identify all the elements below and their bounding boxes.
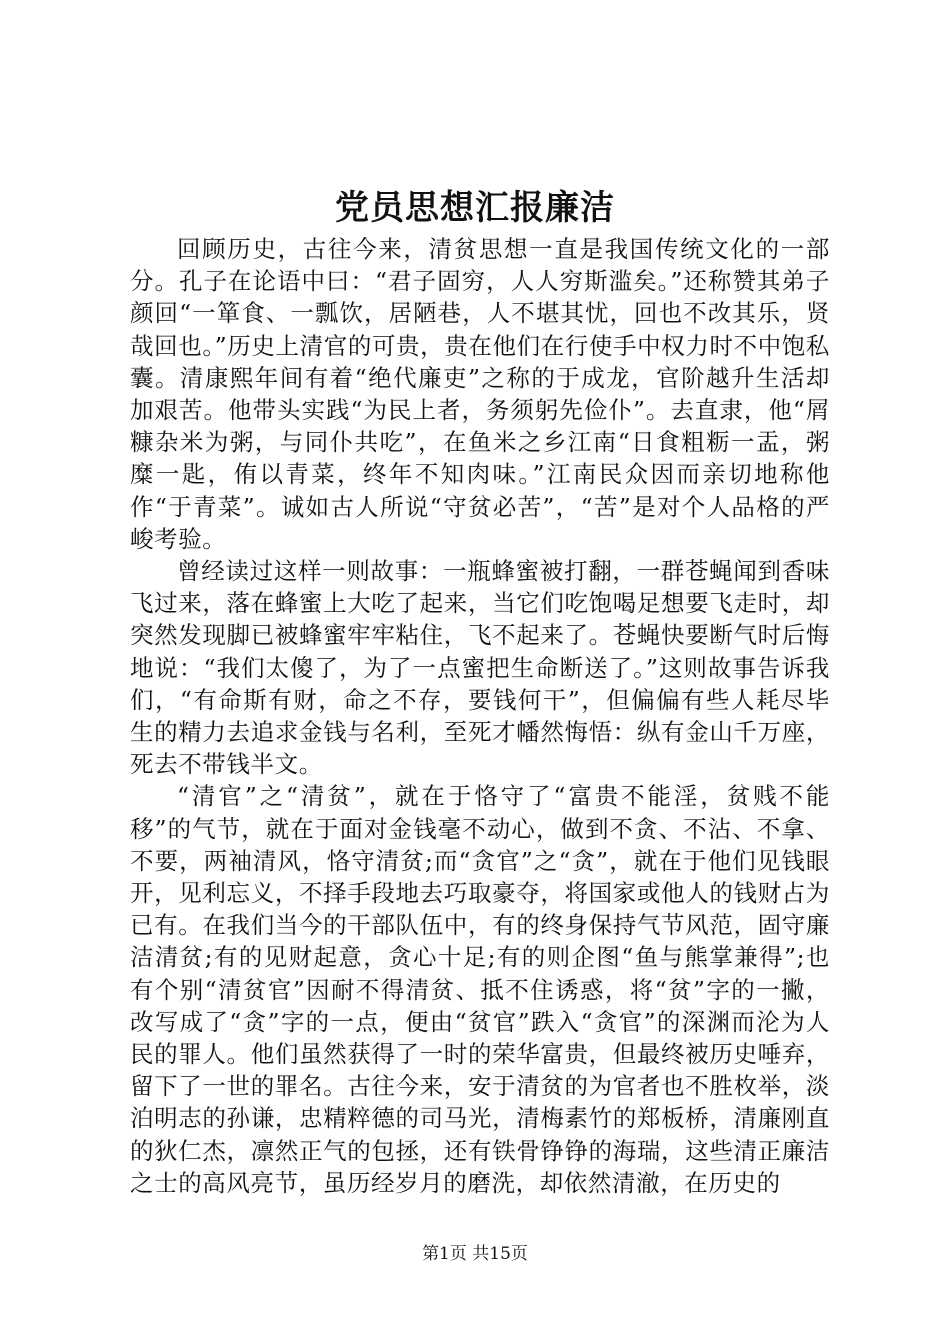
paragraph-1: 回顾历史，古往今来，清贫思想一直是我国传统文化的一部分。孔子在论语中曰：“君子固穷，人人穷斯滥矣。”还称赞其弟子颜回“一箪食、一瓢饮，居陋巷，人不堪其忧，回也不改其乐，贤哉回也。”历史上清官的可贵，贵在他们在行使手中权力时不中饱私囊。清康熙年间有着“绝代廉吏”之称的于成龙，官阶越升生活却加艰苦。他带头实践“为民上者，务须躬先俭仆”。去直隶，他“屑糠杂米为粥，与同仆共吃”，在鱼米之乡江南“日食粗粝一盂，粥糜一匙，侑以青菜，终年不知肉味。”江南民众因而亲切地称他作“于青菜”。诚如古人所说“守贫必苦”，“苦”是对个人品格的严峻考验。 xyxy=(130,235,830,553)
document-body xyxy=(130,233,830,1199)
document-title: 党员思想汇报廉洁 xyxy=(335,188,615,228)
page-number-footer: 第1页 共15页 xyxy=(422,1244,528,1264)
paragraph-3: “清官”之“清贫”，就在于恪守了“富贵不能淫，贫贱不能移”的气节，就在于面对金钱毫不动心，做到不贪、不沾、不拿、不要，两袖清风，恪守清贫;而“贪官”之“贪”，就在于他们见钱眼开，见利忘义，不择手段地去巧取豪夺，将国家或他人的钱财占为已有。在我们当今的干部队伍中，有的终身保持气节风范，固守廉洁清贫;有的见财起意，贪心十足;有的则企图“鱼与熊掌兼得”;也有个别“清贫官”因耐不得清贫、抵不住诱惑，将“贫”字的一撇，改写成了“贪”字的一点，便由“贫官”跌入“贪官”的深渊而沦为人民的罪人。他们虽然获得了一时的荣华富贵，但最终被历史唾弃，留下了一世的罪名。古往今来，安于清贫的为官者也不胜枚举，淡泊明志的孙谦，忠精粹德的司马光，清梅素竹的郑板桥，清廉刚直的狄仁杰，凛然正气的包拯，还有铁骨铮铮的海瑞，这些清正廉洁之士的高风亮节，虽历经岁月的磨洗，却依然清澈，在历史的 xyxy=(130,782,830,1197)
paragraph-2: 曾经读过这样一则故事：一瓶蜂蜜被打翻，一群苍蝇闻到香味飞过来，落在蜂蜜上大吃了起来，当它们吃饱喝足想要飞走时，却突然发现脚已被蜂蜜牢牢粘住，飞不起来了。苍蝇快要断气时后悔地说：“我们太傻了，为了一点蜜把生命断送了。”这则故事告诉我们，“有命斯有财，命之不存，要钱何干”，但偏偏有些人耗尽毕生的精力去追求金钱与名利，至死才幡然悔悟：纵有金山千万座，死去不带钱半文。 xyxy=(130,557,830,779)
